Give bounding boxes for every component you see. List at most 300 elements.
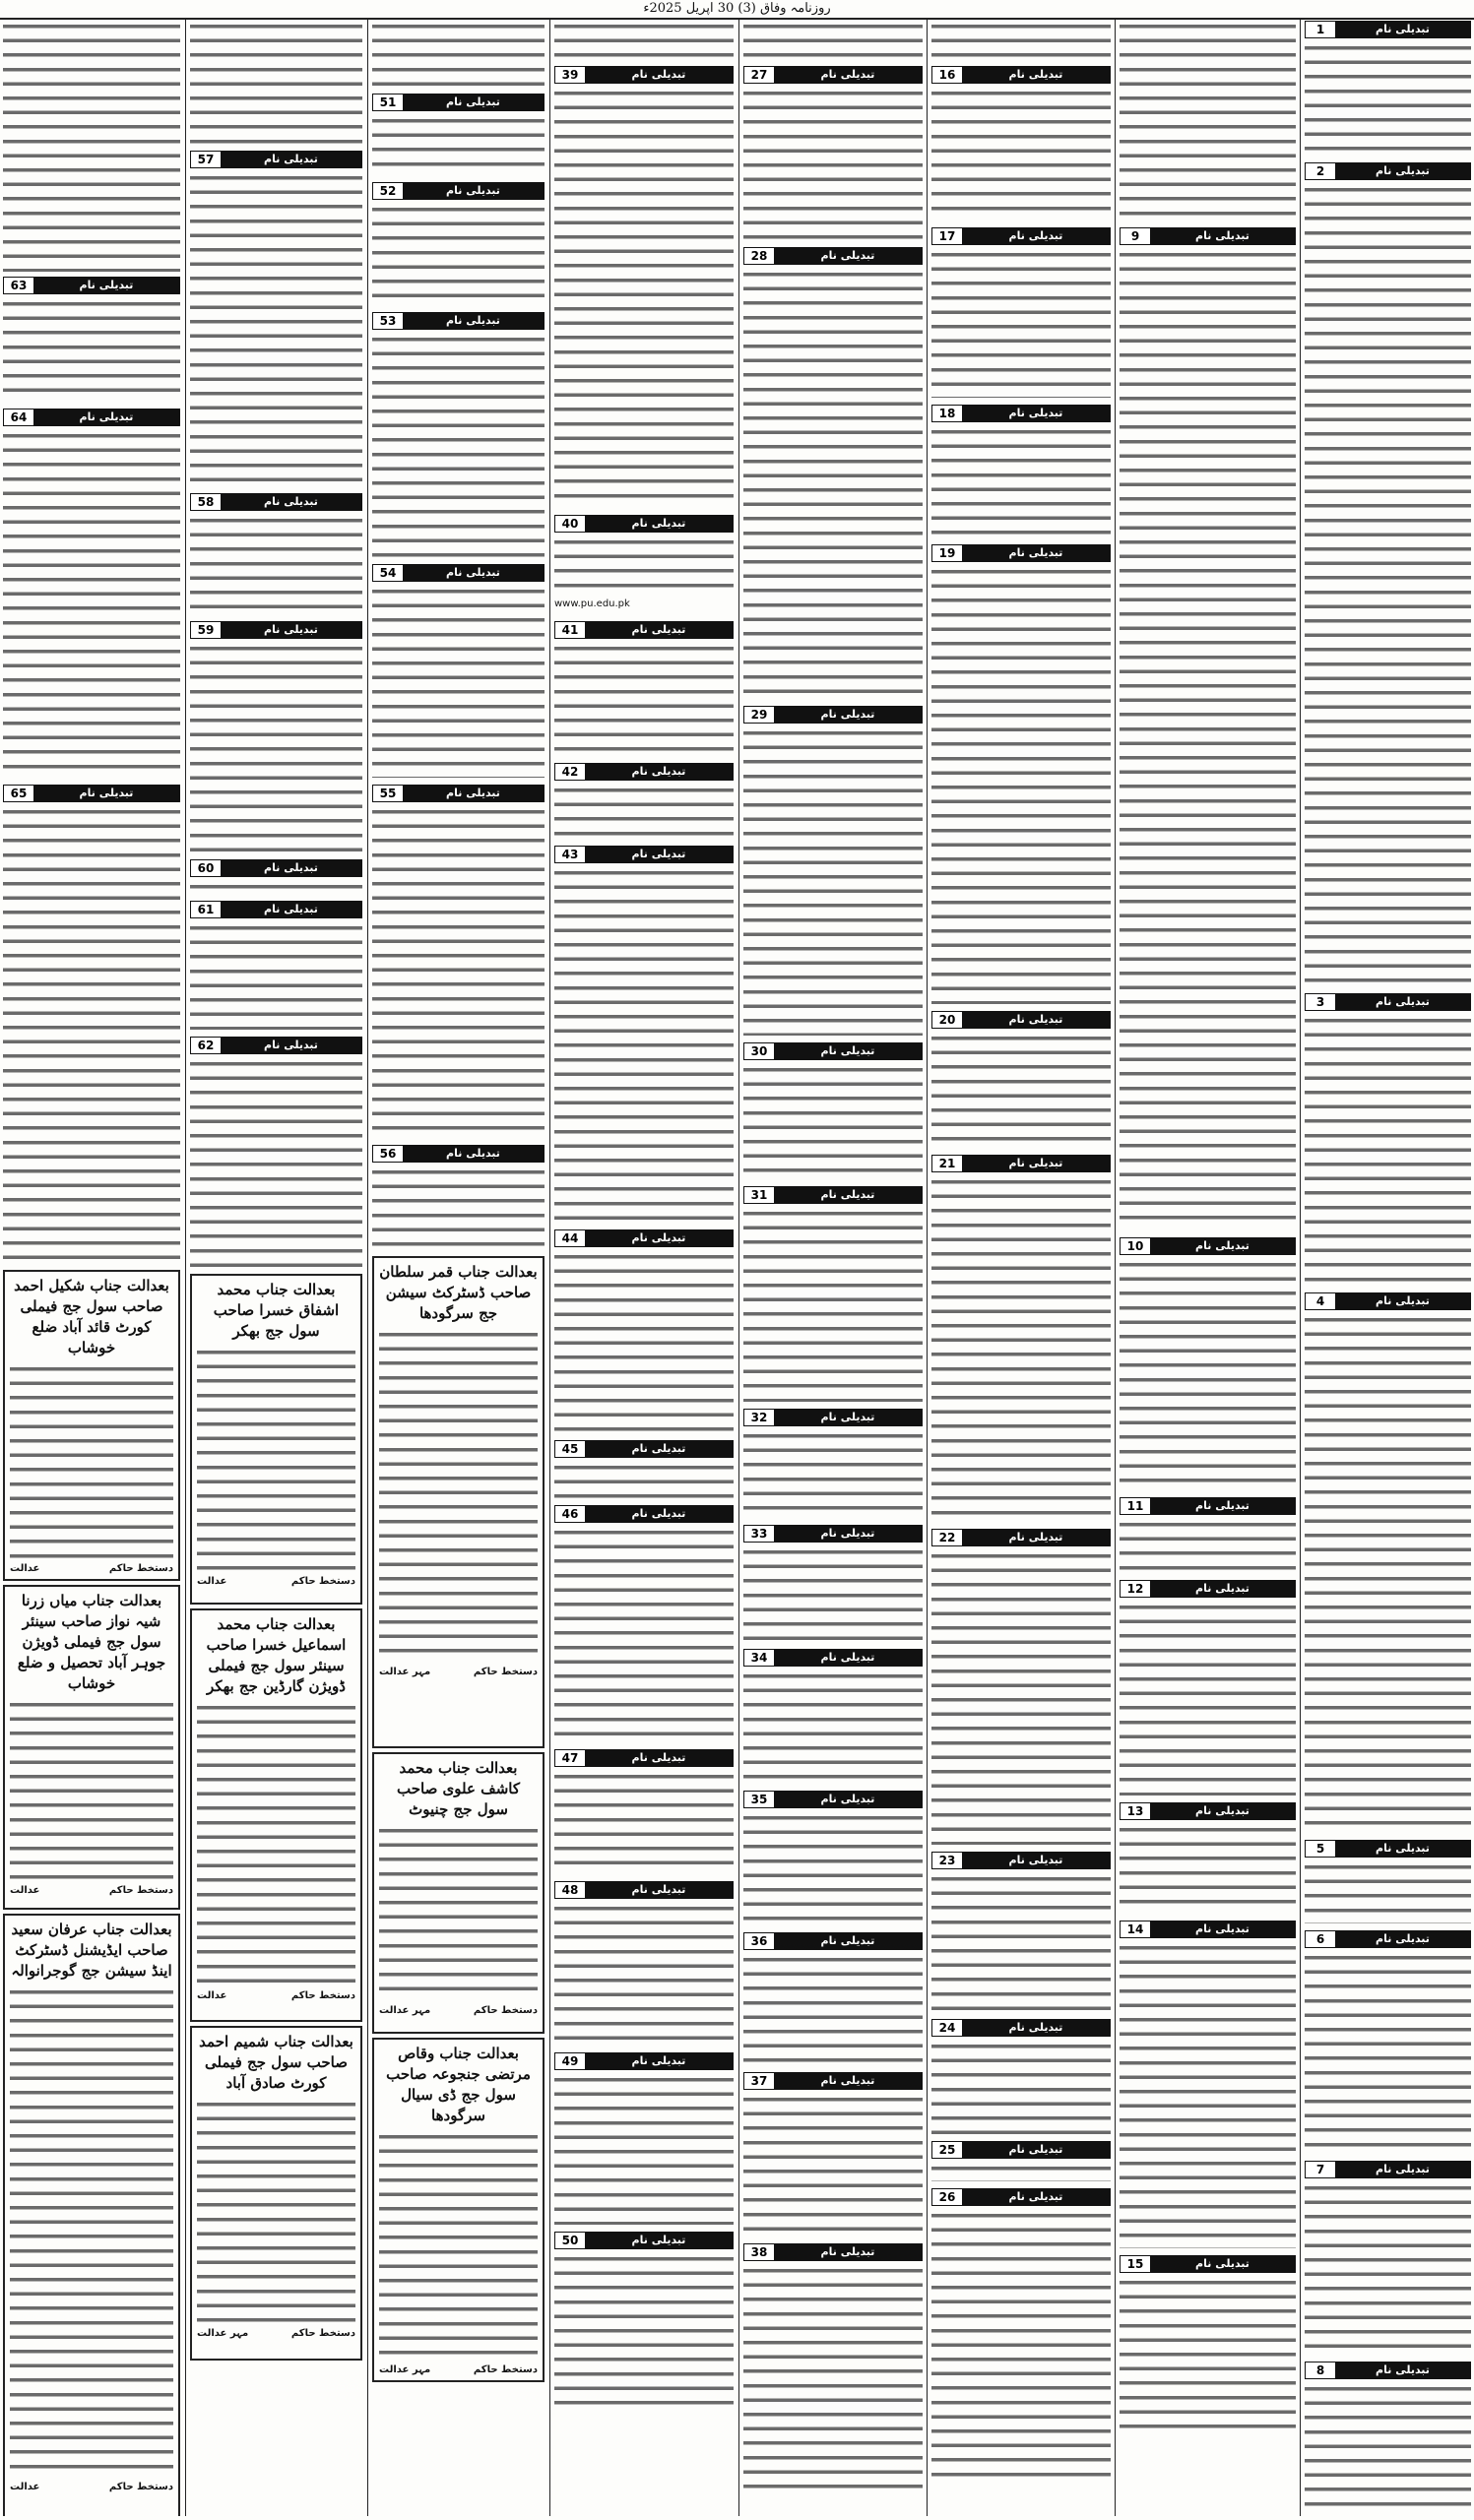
notice-body	[554, 642, 734, 756]
court-seal: مہر عدالت	[379, 2364, 431, 2375]
notice-label: تبدیلی نام	[403, 1146, 544, 1162]
notice-label: تبدیلی نام	[774, 248, 922, 264]
column-4	[740, 20, 926, 2516]
notice-label: تبدیلی نام	[1335, 22, 1470, 37]
notice-item	[1305, 161, 1471, 988]
notice-item	[743, 65, 923, 242]
column-rule	[185, 20, 186, 2516]
notice-item	[554, 620, 734, 758]
notice-body	[554, 1250, 734, 1433]
notice-label: تبدیلی نام	[774, 2073, 922, 2089]
notice-item	[372, 311, 545, 559]
notice-label: تبدیلی نام	[585, 847, 733, 862]
notice-body	[190, 1057, 362, 1268]
column-8	[0, 20, 183, 2516]
notice-item	[1120, 1801, 1296, 1916]
notice-body	[190, 20, 362, 146]
notice-body	[554, 866, 734, 1223]
notice-body	[1120, 1258, 1296, 1490]
notice-number: 23	[932, 1853, 962, 1868]
notice-item	[931, 226, 1111, 400]
notice-item	[743, 246, 923, 701]
court-notice	[372, 2038, 545, 2382]
court-notice	[190, 1608, 362, 2022]
notice-item	[1120, 2254, 1296, 2431]
notice-item	[1120, 226, 1296, 1232]
notice-item	[1120, 1236, 1296, 1492]
notice-item	[743, 705, 923, 1038]
notice-body	[931, 2162, 1111, 2181]
notice-label: تبدیلی نام	[585, 1441, 733, 1457]
notice-body	[743, 268, 923, 699]
notice-body	[190, 880, 362, 894]
notice-body	[1305, 2181, 1471, 2355]
notice-number: 45	[555, 1441, 585, 1457]
notice-number: 15	[1121, 2256, 1150, 2272]
notice-number: 19	[932, 545, 962, 561]
notice-body	[1305, 41, 1471, 156]
notice-item	[190, 150, 362, 488]
notice-body	[1305, 1313, 1471, 1833]
notice-body	[1120, 20, 1296, 222]
notice-body	[554, 536, 734, 597]
court-notice	[190, 2026, 362, 2361]
notice-body	[743, 2093, 923, 2236]
notice-label: تبدیلی نام	[962, 545, 1110, 561]
notice-item	[372, 20, 545, 89]
court-signature: دستخط حاکم	[290, 2328, 355, 2339]
notice-number: 34	[744, 1650, 774, 1666]
column-rule	[549, 20, 550, 2516]
column-rule	[738, 20, 739, 2516]
notice-item	[931, 1528, 1111, 1847]
notice-number: 9	[1121, 228, 1150, 244]
notice-number: 16	[932, 67, 962, 83]
notice-label: تبدیلی نام	[962, 1156, 1110, 1171]
notice-label: تبدیلی نام	[1335, 2362, 1470, 2378]
notice-number: 32	[744, 1410, 774, 1425]
court-seal: عدالت	[197, 1576, 227, 1587]
notice-body	[554, 1902, 734, 2046]
notice-number: 35	[744, 1792, 774, 1807]
website-url[interactable]: www.pu.edu.pk	[554, 598, 630, 609]
column-rule	[1300, 20, 1301, 2516]
notice-label: تبدیلی نام	[962, 2189, 1110, 2205]
notice-item	[743, 1790, 923, 1927]
notice-number: 24	[932, 2020, 962, 2036]
notice-label: تبدیلی نام	[1150, 1581, 1295, 1597]
notice-label: تبدیلی نام	[585, 2233, 733, 2248]
notice-number: 41	[555, 622, 585, 638]
notice-body	[931, 425, 1111, 537]
notice-label: تبدیلی نام	[403, 94, 544, 110]
court-seal: مہر عدالت	[379, 1667, 431, 1677]
notice-label: تبدیلی نام	[403, 313, 544, 329]
court-notice	[372, 1752, 545, 2034]
notice-item	[372, 563, 545, 780]
notice-number: 33	[744, 1526, 774, 1542]
notice-number: 64	[4, 410, 33, 425]
court-notice-body	[10, 1698, 173, 1881]
court-signature: دستخط حاکم	[290, 1990, 355, 2001]
notice-number: 1	[1306, 22, 1335, 37]
notice-item	[931, 1851, 1111, 2014]
notice-label: تبدیلی نام	[1150, 1238, 1295, 1254]
notice-number: 31	[744, 1187, 774, 1203]
notice-number: 22	[932, 1530, 962, 1545]
notice-item	[554, 2231, 734, 2408]
notice-item	[743, 1931, 923, 2067]
notice-label: تبدیلی نام	[774, 1526, 922, 1542]
court-signature: دستخط حاکم	[108, 2482, 173, 2492]
notice-number: 44	[555, 1230, 585, 1246]
court-notice-body	[379, 2130, 538, 2361]
court-notice-body	[10, 1362, 173, 1559]
court-notice-title: بعدالت جناب عرفان سعید صاحب ایڈیشنل ڈسٹرکٹ اینڈ سیشن جج گوجرانوالہ	[11, 1921, 172, 1980]
notice-item	[743, 2242, 923, 2498]
notice-body	[554, 2252, 734, 2406]
notice-label: تبدیلی نام	[1335, 1841, 1470, 1857]
notice-number: 27	[744, 67, 774, 83]
notice-item	[190, 900, 362, 1032]
notice-body	[931, 1175, 1111, 1522]
notice-item	[372, 181, 545, 307]
notice-item	[554, 20, 734, 61]
notice-number: 28	[744, 248, 774, 264]
notice-item	[3, 20, 180, 272]
notice-body	[372, 1166, 545, 1250]
notice-number: 6	[1306, 1931, 1335, 1947]
notice-item	[190, 492, 362, 616]
notice-label: تبدیلی نام	[962, 67, 1110, 83]
column-rule	[1115, 20, 1116, 2516]
court-seal: عدالت	[10, 1885, 40, 1896]
notice-label: تبدیلی نام	[403, 183, 544, 199]
notice-number: 61	[191, 902, 221, 917]
notice-number: 38	[744, 2244, 774, 2260]
notice-body	[1120, 1601, 1296, 1796]
notice-item	[3, 408, 180, 780]
court-notice-title: بعدالت جناب میاں زرنا شیہ نواز صاحب سینئر سول جج فیملی ڈویژن جوہر آباد تحصیل و ضلع خوشاب	[17, 1592, 166, 1692]
notice-label: تبدیلی نام	[962, 2142, 1110, 2158]
notice-number: 52	[373, 183, 403, 199]
notice-body	[931, 1032, 1111, 1148]
notice-body	[743, 1429, 923, 1518]
notice-number: 4	[1306, 1293, 1335, 1309]
notice-body	[743, 1670, 923, 1784]
notice-number: 60	[191, 860, 221, 876]
notice-body	[554, 784, 734, 839]
notice-item	[554, 65, 734, 510]
notice-item	[931, 2140, 1111, 2183]
notice-body	[743, 1063, 923, 1179]
notice-body	[190, 921, 362, 1030]
notice-item	[554, 2051, 734, 2227]
notice-body	[1120, 1518, 1296, 1573]
notice-body	[743, 20, 923, 61]
notice-label: تبدیلی نام	[1335, 163, 1470, 179]
notice-label: تبدیلی نام	[1150, 1498, 1295, 1514]
notice-body	[554, 1461, 734, 1498]
court-notice-body	[197, 2098, 355, 2324]
notice-label: تبدیلی نام	[962, 1853, 1110, 1868]
notice-label: تبدیلی نام	[1335, 1931, 1470, 1947]
notice-label: تبدیلی نام	[774, 1410, 922, 1425]
court-notice	[372, 1256, 545, 1748]
notice-item	[554, 1504, 734, 1744]
notice-item	[3, 784, 180, 1266]
court-notice-body	[197, 1701, 355, 1986]
notice-body	[743, 726, 923, 1036]
court-signature: دستخط حاکم	[473, 2005, 538, 2016]
notice-item	[931, 2018, 1111, 2136]
notice-number: 53	[373, 313, 403, 329]
notice-body	[931, 1872, 1111, 2012]
notice-body	[372, 203, 545, 305]
notice-number: 3	[1306, 994, 1335, 1010]
court-seal: مہر عدالت	[379, 2005, 431, 2016]
notice-body	[743, 1545, 923, 1642]
notice-number: 47	[555, 1750, 585, 1766]
notice-number: 18	[932, 406, 962, 421]
notice-label: تبدیلی نام	[774, 1933, 922, 1949]
court-notice	[190, 1274, 362, 1605]
court-notice	[3, 1585, 180, 1910]
notice-number: 65	[4, 786, 33, 801]
notice-number: 40	[555, 516, 585, 532]
notice-body	[372, 114, 545, 175]
notice-item	[743, 1648, 923, 1786]
notice-item	[743, 20, 923, 61]
court-notice-title: بعدالت جناب شکیل احمد صاحب سول جج فیملی کورٹ قائد آباد ضلع خوشاب	[14, 1277, 169, 1356]
notice-item	[372, 784, 545, 1140]
court-signature: دستخط حاکم	[473, 2364, 538, 2375]
court-seal: عدالت	[197, 1990, 227, 2001]
notice-item	[931, 543, 1111, 1006]
notice-number: 54	[373, 565, 403, 581]
notice-item	[554, 1228, 734, 1435]
court-signature: دستخط حاکم	[290, 1576, 355, 1587]
notice-body	[1305, 1860, 1471, 1923]
column-rule	[367, 20, 368, 2516]
notice-number: 29	[744, 707, 774, 723]
notice-body	[372, 333, 545, 557]
notice-body	[554, 2073, 734, 2225]
column-6	[369, 20, 547, 2516]
notice-number: 57	[191, 152, 221, 167]
notice-body	[554, 87, 734, 508]
court-notice-title: بعدالت جناب وقاص مرتضی جنجوعہ صاحب سول جج ڈی سیال سرگودھا	[386, 2045, 531, 2124]
notice-number: 46	[555, 1506, 585, 1522]
notice-label: تبدیلی نام	[774, 1187, 922, 1203]
notice-body	[1305, 1951, 1471, 2154]
notice-label: تبدیلی نام	[585, 764, 733, 780]
court-seal: عدالت	[10, 2482, 40, 2492]
notice-number: 8	[1306, 2362, 1335, 2378]
notice-number: 7	[1306, 2162, 1335, 2177]
notice-item	[554, 762, 734, 841]
notice-item	[1305, 1839, 1471, 1925]
notice-label: تبدیلی نام	[585, 1506, 733, 1522]
notice-label: تبدیلی نام	[221, 152, 361, 167]
court-notice	[3, 1270, 180, 1581]
notice-body	[743, 87, 923, 240]
court-notice-title: بعدالت جناب محمد کاشف علوی صاحب سول جج چنیوٹ	[397, 1759, 520, 1818]
notice-body	[3, 297, 180, 402]
notice-body	[931, 87, 1111, 220]
notice-item	[1305, 1929, 1471, 2156]
notice-item	[1305, 2361, 1471, 2508]
notice-body	[190, 514, 362, 614]
notice-item	[743, 1524, 923, 1644]
notice-label: تبدیلی نام	[962, 2020, 1110, 2036]
notice-number: 17	[932, 228, 962, 244]
notice-number: 51	[373, 94, 403, 110]
notice-body	[554, 20, 734, 61]
notice-label: تبدیلی نام	[403, 786, 544, 801]
notice-number: 13	[1121, 1803, 1150, 1819]
notice-item	[743, 1041, 923, 1181]
notice-number: 63	[4, 278, 33, 293]
notice-number: 39	[555, 67, 585, 83]
notice-item	[931, 65, 1111, 222]
notice-label: تبدیلی نام	[774, 707, 922, 723]
notice-label: تبدیلی نام	[221, 902, 361, 917]
notice-body	[554, 1526, 734, 1742]
notice-item	[1305, 20, 1471, 158]
notice-body	[3, 805, 180, 1264]
court-notice-body	[379, 1824, 538, 2001]
notice-label: تبدیلی نام	[221, 860, 361, 876]
notice-label: تبدیلی نام	[1150, 1803, 1295, 1819]
notice-number: 55	[373, 786, 403, 801]
notice-item	[931, 1154, 1111, 1524]
notice-number: 62	[191, 1038, 221, 1053]
notice-label: تبدیلی نام	[221, 622, 361, 638]
notice-body	[931, 20, 1111, 61]
notice-item	[554, 845, 734, 1225]
notice-body	[1120, 2276, 1296, 2429]
notice-item	[931, 404, 1111, 539]
notice-body	[372, 805, 545, 1138]
notice-number: 36	[744, 1933, 774, 1949]
court-notice-title: بعدالت جناب شمیم احمد صاحب سول جج فیملی کورٹ صادق آباد	[199, 2033, 353, 2092]
notice-label: تبدیلی نام	[774, 67, 922, 83]
notice-label: تبدیلی نام	[585, 622, 733, 638]
notice-body	[1120, 1823, 1296, 1914]
notice-label: تبدیلی نام	[585, 1230, 733, 1246]
notice-label: تبدیلی نام	[774, 2244, 922, 2260]
notice-label: تبدیلی نام	[774, 1792, 922, 1807]
court-notice-body	[379, 1328, 538, 1663]
notice-body	[372, 20, 545, 89]
notice-label: تبدیلی نام	[1335, 2162, 1470, 2177]
notice-item	[3, 276, 180, 404]
notice-item	[931, 20, 1111, 61]
notice-label: تبدیلی نام	[585, 67, 733, 83]
notice-label: تبدیلی نام	[221, 494, 361, 510]
notice-body	[931, 565, 1111, 1004]
notice-body	[190, 171, 362, 486]
notice-item	[743, 1185, 923, 1404]
court-seal: عدالت	[10, 1563, 40, 1574]
court-notice	[3, 1914, 180, 2516]
notice-label: تبدیلی نام	[585, 1882, 733, 1898]
notice-item	[190, 1036, 362, 1270]
court-notice-title: بعدالت جناب قمر سلطان صاحب ڈسٹرکٹ سیشن جج سرگودھا	[379, 1263, 538, 1322]
notice-label: تبدیلی نام	[221, 1038, 361, 1053]
notice-number: 30	[744, 1043, 774, 1059]
notice-item	[1120, 20, 1296, 222]
notice-number: 5	[1306, 1841, 1335, 1857]
notice-item	[743, 2071, 923, 2238]
notice-label: تبدیلی نام	[1335, 994, 1470, 1010]
notice-label: تبدیلی نام	[585, 2053, 733, 2069]
notice-label: تبدیلی نام	[585, 1750, 733, 1766]
notice-item	[1120, 1579, 1296, 1797]
notice-label: تبدیلی نام	[774, 1043, 922, 1059]
column-rule	[927, 20, 928, 2516]
masthead: روزنامہ وفاق (3) 30 اپریل 2025ء	[643, 1, 831, 16]
notice-label: تبدیلی نام	[962, 1012, 1110, 1028]
notice-body	[743, 2264, 923, 2496]
column-3	[929, 20, 1114, 2516]
notice-label: تبدیلی نام	[33, 786, 179, 801]
notice-body	[931, 1549, 1111, 1845]
notice-body	[3, 429, 180, 778]
notice-item	[190, 20, 362, 146]
notice-body	[743, 1207, 923, 1402]
notice-label: تبدیلی نام	[1150, 2256, 1295, 2272]
notice-body	[743, 1953, 923, 2065]
notice-number: 2	[1306, 163, 1335, 179]
notice-number: 12	[1121, 1581, 1150, 1597]
notice-number: 11	[1121, 1498, 1150, 1514]
notice-label: تبدیلی نام	[774, 1650, 922, 1666]
notice-item	[1305, 1292, 1471, 1835]
notice-item	[931, 2187, 1111, 2483]
notice-label: تبدیلی نام	[962, 1530, 1110, 1545]
notice-item	[554, 514, 734, 616]
notice-label: تبدیلی نام	[962, 406, 1110, 421]
court-notice-title: بعدالت جناب محمد اشفاق خسرا صاحب سول جج بھکر	[213, 1281, 340, 1340]
column-5	[551, 20, 737, 2516]
notice-body	[1120, 1941, 1296, 2248]
notice-body	[3, 20, 180, 272]
notice-label: تبدیلی نام	[962, 228, 1110, 244]
notice-number: 20	[932, 1012, 962, 1028]
notice-body	[931, 2209, 1111, 2481]
notice-item	[743, 1408, 923, 1520]
notice-item	[554, 1439, 734, 1500]
notice-number: 49	[555, 2053, 585, 2069]
notice-item	[1305, 2160, 1471, 2357]
column-2	[1117, 20, 1299, 2516]
notice-body	[1305, 2382, 1471, 2506]
notice-body	[554, 1770, 734, 1874]
notice-label: تبدیلی نام	[33, 278, 179, 293]
notice-item	[554, 1748, 734, 1876]
notice-number: 10	[1121, 1238, 1150, 1254]
notice-body	[372, 585, 545, 778]
notice-number: 21	[932, 1156, 962, 1171]
court-signature: دستخط حاکم	[108, 1885, 173, 1896]
notice-label: تبدیلی نام	[1335, 1293, 1470, 1309]
notice-item	[1305, 992, 1471, 1288]
notice-number: 59	[191, 622, 221, 638]
notice-number: 43	[555, 847, 585, 862]
notice-label: تبدیلی نام	[1150, 228, 1295, 244]
